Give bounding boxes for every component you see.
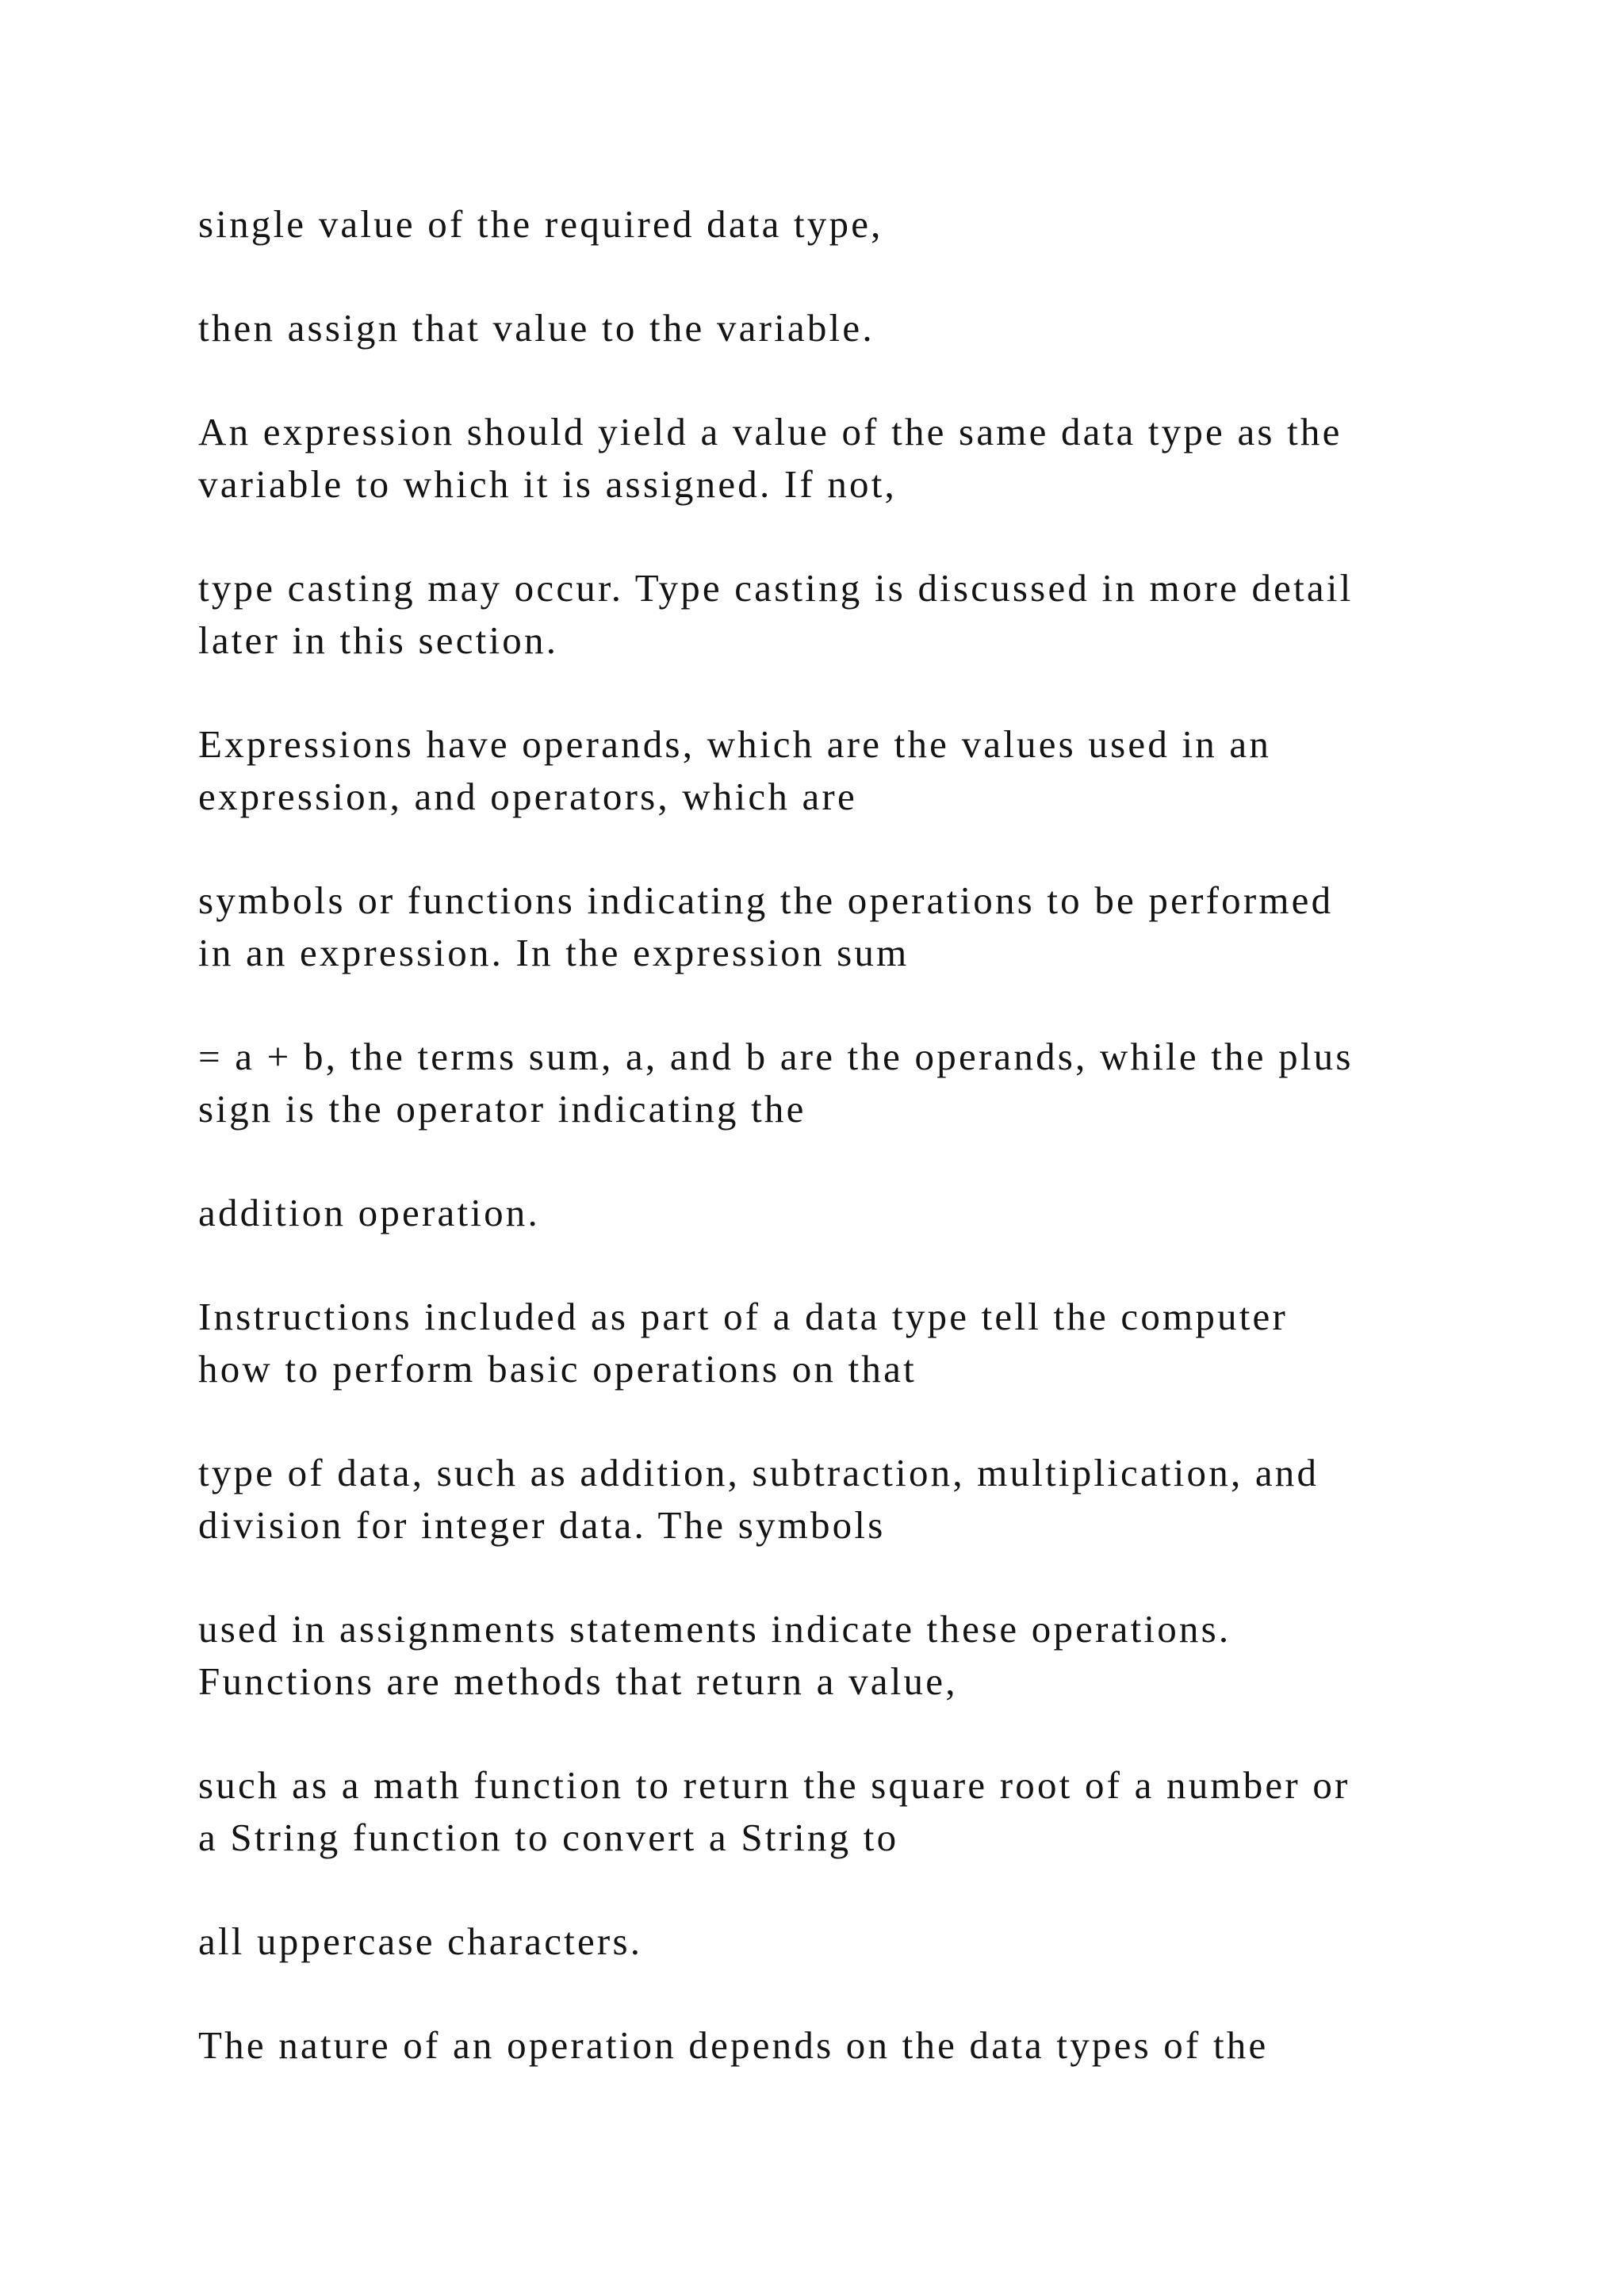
- text-line: a String function to convert a String to: [198, 1816, 899, 1859]
- text-line: then assign that value to the variable.: [198, 306, 875, 350]
- paragraph: [198, 1603, 1499, 1708]
- text-line: all uppercase characters.: [198, 1919, 643, 1963]
- text-line: sign is the operator indicating the: [198, 1087, 806, 1131]
- paragraph: [198, 1915, 1499, 1968]
- paragraph: [198, 1031, 1499, 1135]
- paragraph: [198, 1291, 1499, 1395]
- paragraph: [198, 562, 1499, 667]
- text-line: The nature of an operation depends on the data types of the: [198, 2023, 1269, 2067]
- paragraph: [198, 406, 1499, 511]
- paragraph: [198, 198, 1499, 251]
- paragraph: [198, 1759, 1499, 1864]
- text-line: type casting may occur. Type casting is discussed in more detail: [198, 566, 1354, 610]
- paragraph: [198, 874, 1499, 979]
- paragraph: [198, 302, 1499, 354]
- text-line: later in this section.: [198, 618, 559, 662]
- text-line: such as a math function to return the square root of a number or: [198, 1763, 1350, 1807]
- text-line: single value of the required data type,: [198, 202, 883, 246]
- text-line: symbols or functions indicating the operations to be performed: [198, 878, 1334, 922]
- text-line: in an expression. In the expression sum: [198, 931, 910, 974]
- text-line: = a + b, the terms sum, a, and b are the operands, while the plus: [198, 1035, 1354, 1078]
- paragraph: [198, 2019, 1499, 2072]
- text-line: Instructions included as part of a data type tell the computer: [198, 1295, 1289, 1338]
- text-line: addition operation.: [198, 1191, 540, 1234]
- paragraph: [198, 1187, 1499, 1239]
- text-line: used in assignments statements indicate these operations.: [198, 1607, 1231, 1651]
- text-line: Expressions have operands, which are the values used in an: [198, 722, 1272, 766]
- text-line: type of data, such as addition, subtraction, multiplication, and: [198, 1451, 1320, 1494]
- text-line: An expression should yield a value of the same data type as the: [198, 410, 1342, 453]
- text-line: variable to which it is assigned. If not,: [198, 462, 898, 506]
- text-line: division for integer data. The symbols: [198, 1503, 886, 1547]
- text-line: Functions are methods that return a value,: [198, 1659, 958, 1703]
- paragraph: [198, 1447, 1499, 1552]
- paragraph: [198, 718, 1499, 823]
- text-line: expression, and operators, which are: [198, 775, 857, 818]
- text-line: how to perform basic operations on that: [198, 1347, 917, 1391]
